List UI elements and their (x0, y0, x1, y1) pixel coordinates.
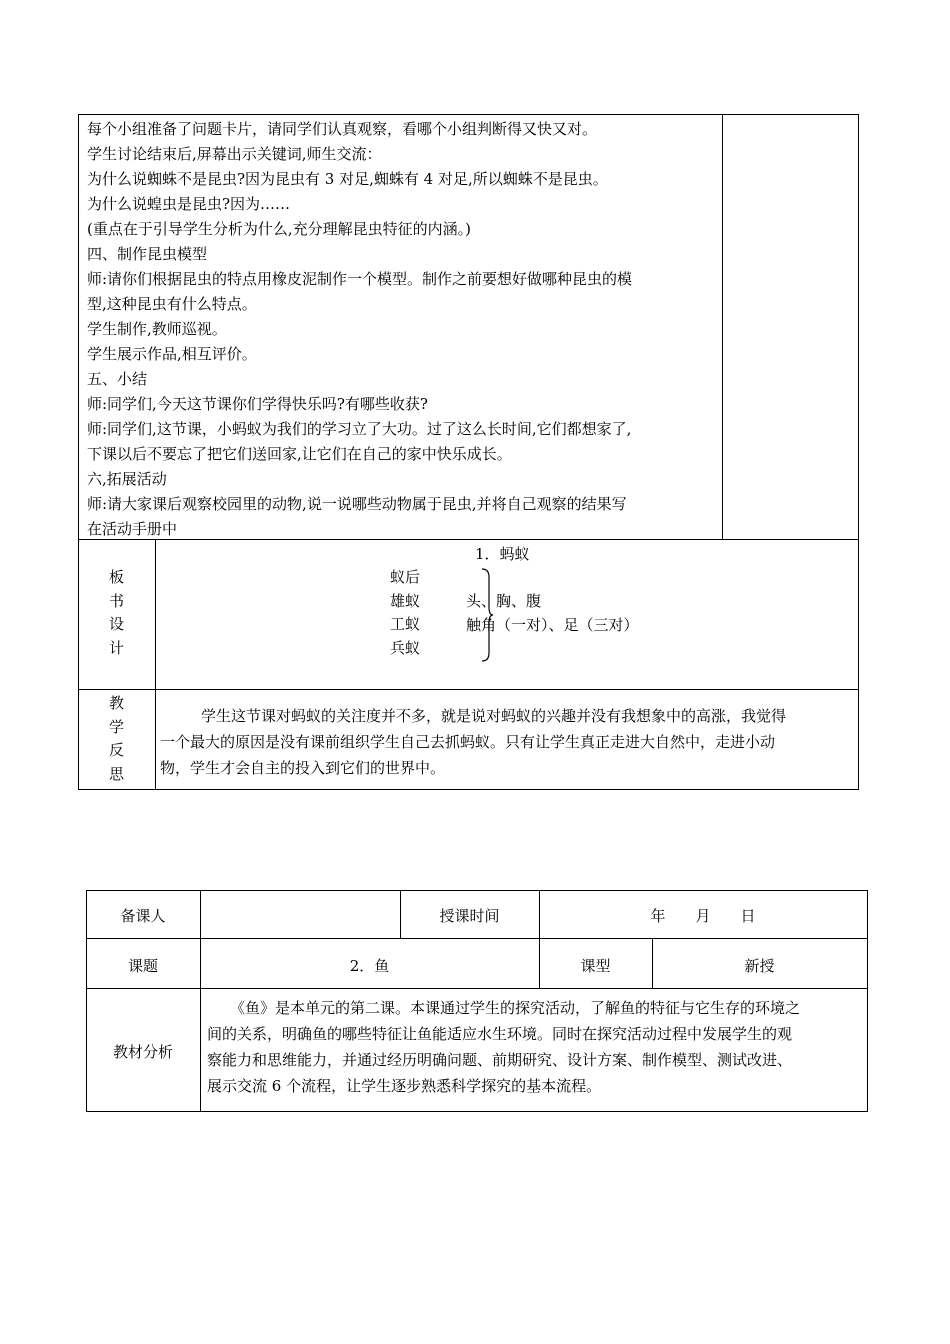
process-line: 师:请你们根据昆虫的特点用橡皮泥制作一个模型。制作之前要想好做哪种昆虫的模 (87, 270, 633, 288)
topic-value: 2．鱼 (349, 957, 390, 975)
bottom-table (0, 880, 950, 1140)
process-line: 四、制作昆虫模型 (87, 245, 208, 263)
board-design-label (78, 566, 155, 660)
reflection-line: 一个最大的原因是没有课前组织学生自己去抓蚂蚁。只有让学生真正走进大自然中，走进小动 (160, 733, 776, 751)
process-line: 为什么说蝗虫是昆虫?因为…… (87, 195, 291, 213)
board-label-char: 计 (108, 638, 124, 657)
process-line: 学生展示作品,相互评价。 (87, 345, 257, 363)
teaching-time-label: 授课时间 (439, 907, 500, 925)
reflection-label-char: 思 (108, 764, 124, 783)
board-label-char: 板 (108, 568, 124, 586)
process-text (78, 117, 722, 539)
process-line: 下课以后不要忘了把它们送回家,让它们在自己的家中快乐成长。 (87, 445, 512, 463)
analysis-line: 间的关系，明确鱼的哪些特征让鱼能适应水生环境。同时在探究活动过程中发展学生的观 (207, 1025, 793, 1043)
board-title: 1．蚂蚁 (475, 545, 530, 563)
process-line: (重点在于引导学生分析为什么,充分理解昆虫特征的内涵。) (87, 220, 471, 238)
caste-item: 蚁后 (390, 568, 421, 586)
board-label-char: 书 (108, 591, 124, 610)
reflection-label-char: 教 (108, 694, 124, 712)
caste-item: 兵蚁 (390, 638, 421, 657)
analysis-line: 察能力和思维能力，并通过经历明确问题、前期研究、设计方案、制作模型、测试改进、 (207, 1051, 793, 1069)
analysis-line: 《鱼》是本单元的第二课。本课通过学生的探究活动，了解鱼的特征与它生存的环境之 (230, 999, 801, 1017)
reflection-label-char: 反 (108, 741, 124, 759)
topic-label: 课题 (127, 957, 158, 975)
process-line: 型,这种昆虫有什么特点。 (87, 295, 257, 313)
process-line: 六,拓展活动 (87, 470, 167, 488)
process-line: 师:请大家课后观察校园里的动物,说一说哪些动物属于昆虫,并将自己观察的结果写 (87, 495, 627, 513)
process-line: 五、小结 (87, 370, 148, 388)
process-line: 为什么说蜘蛛不是昆虫?因为昆虫有 3 对足,蜘蛛有 4 对足,所以蜘蛛不是昆虫。 (87, 170, 608, 188)
analysis-label: 教材分析 (112, 1043, 173, 1061)
process-line: 师:同学们,这节课，小蚂蚁为我们的学习立了大功。过了这么长时间,它们都想家了, (87, 420, 632, 438)
caste-item: 雄蚁 (390, 591, 421, 610)
process-line: 学生讨论结束后,屏幕出示关键词,师生交流： (87, 145, 382, 163)
process-line: 学生制作,教师巡视。 (87, 320, 227, 338)
board-feature: 头、胸、腹 (466, 592, 542, 610)
reflection-label (78, 692, 155, 786)
lesson-type-label: 课型 (580, 957, 611, 975)
board-castes (390, 566, 420, 660)
caste-item: 工蚁 (390, 615, 421, 633)
board-feature: 触角（一对）、足（三对） (466, 616, 639, 634)
reflection-line: 物，学生才会自主的投入到它们的世界中。 (160, 759, 446, 777)
lesson-type-value: 新授 (744, 957, 775, 975)
board-label-char: 设 (108, 615, 124, 633)
preparer-label: 备课人 (120, 907, 166, 925)
process-line: 在活动手册中 (87, 520, 178, 538)
reflection-line: 学生这节课对蚂蚁的关注度并不多，就是说对蚂蚁的兴趣并没有我想象中的高涨，我觉得 (201, 707, 787, 725)
process-line: 师:同学们,今天这节课你们学得快乐吗?有哪些收获? (87, 395, 428, 413)
reflection-label-char: 学 (108, 717, 124, 736)
teaching-time-value: 年 月 日 (650, 907, 756, 925)
analysis-line: 展示交流 6 个流程，让学生逐步熟悉科学探究的基本流程。 (207, 1077, 602, 1095)
process-line: 每个小组准备了问题卡片，请同学们认真观察，看哪个小组判断得又快又对。 (87, 120, 598, 138)
